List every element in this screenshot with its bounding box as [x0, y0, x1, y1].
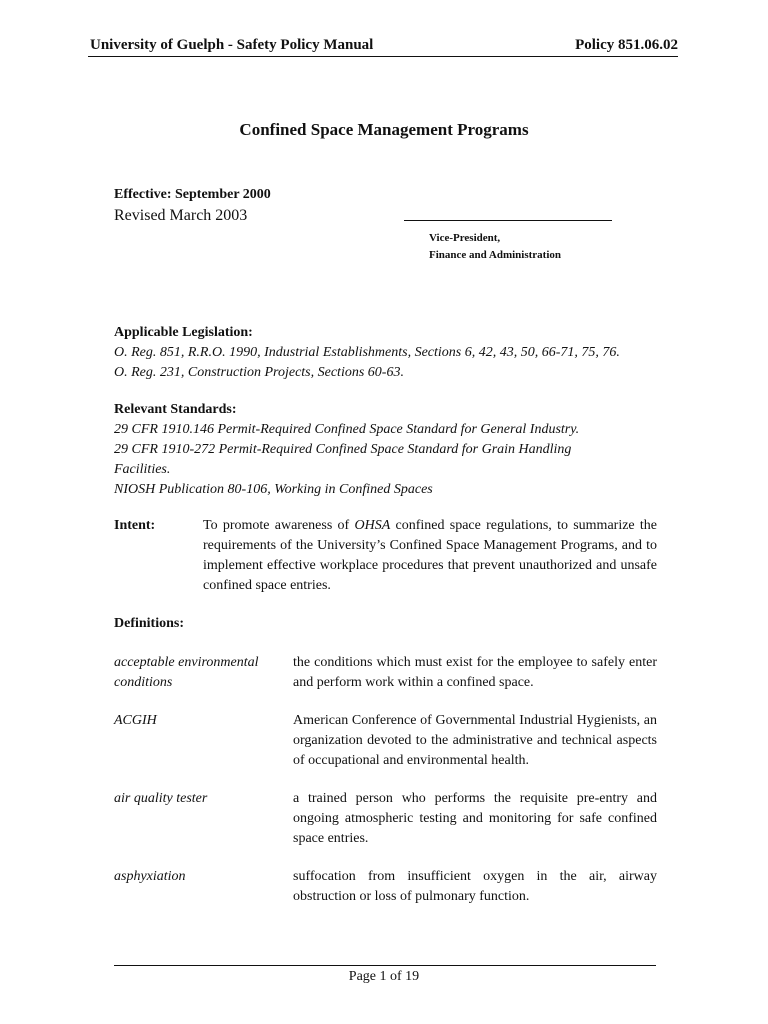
intent-text-part: confined space regulations, to summarize the requirements of the University’s Confined Space Management Programs, and to implement effective workplace procedures that prevent unauthorized and unsafe confined space entries.	[203, 518, 657, 593]
definition-term: air quality tester	[114, 791, 208, 806]
standard-line: 29 CFR 1910.146 Permit-Required Confined Space Standard for General Industry.	[114, 422, 580, 437]
page-number: Page 1 of 19	[348, 969, 420, 984]
revised-date: Revised March 2003	[114, 207, 248, 224]
intent-text-ohsa: OHSA	[354, 518, 391, 533]
footer-rule	[114, 965, 656, 966]
definition-text: the conditions which must exist for the employee to safely enter and perform work within a confined space.	[293, 655, 657, 690]
standard-line: Facilities.	[114, 462, 171, 477]
definition-text: suffocation from insufficient oxygen in the air, airway obstruction or loss of pulmonary function.	[293, 869, 657, 904]
header-manual-title: University of Guelph - Safety Policy Manual	[90, 37, 374, 53]
standards-heading: Relevant Standards:	[114, 402, 237, 417]
definition-text: a trained person who performs the requisite pre-entry and ongoing atmospheric testing and monitoring for safe confined space entries.	[293, 791, 657, 846]
intent-label: Intent:	[114, 518, 156, 533]
definition-term: asphyxiation	[114, 869, 186, 884]
legislation-heading: Applicable Legislation:	[114, 325, 253, 340]
definitions-heading: Definitions:	[114, 616, 184, 631]
signature-line	[404, 220, 612, 221]
intent-text	[203, 516, 657, 596]
legislation-line: O. Reg. 231, Construction Projects, Sections 60-63.	[114, 365, 404, 380]
intent-text-part: To promote awareness of	[203, 518, 355, 533]
standard-line: NIOSH Publication 80-106, Working in Confined Spaces	[114, 482, 433, 497]
definition-text: American Conference of Governmental Industrial Hygienists, an organization devoted to the administrative and technical aspects of occupational and environmental health.	[293, 713, 657, 768]
header-policy-number: Policy 851.06.02	[575, 37, 678, 53]
header-rule	[88, 56, 678, 57]
signatory-title: Vice-President,	[429, 232, 501, 244]
document-title: Confined Space Management Programs	[239, 120, 529, 139]
signatory-office: Finance and Administration	[429, 249, 562, 261]
definition-term: ACGIH	[114, 713, 157, 728]
definition-term: acceptable environmental conditions	[114, 655, 259, 690]
standard-line: 29 CFR 1910-272 Permit-Required Confined Space Standard for Grain Handling	[114, 442, 572, 457]
legislation-line: O. Reg. 851, R.R.O. 1990, Industrial Establishments, Sections 6, 42, 43, 50, 66-71, 75, 76.	[114, 345, 620, 360]
effective-date: Effective: September 2000	[114, 187, 271, 202]
